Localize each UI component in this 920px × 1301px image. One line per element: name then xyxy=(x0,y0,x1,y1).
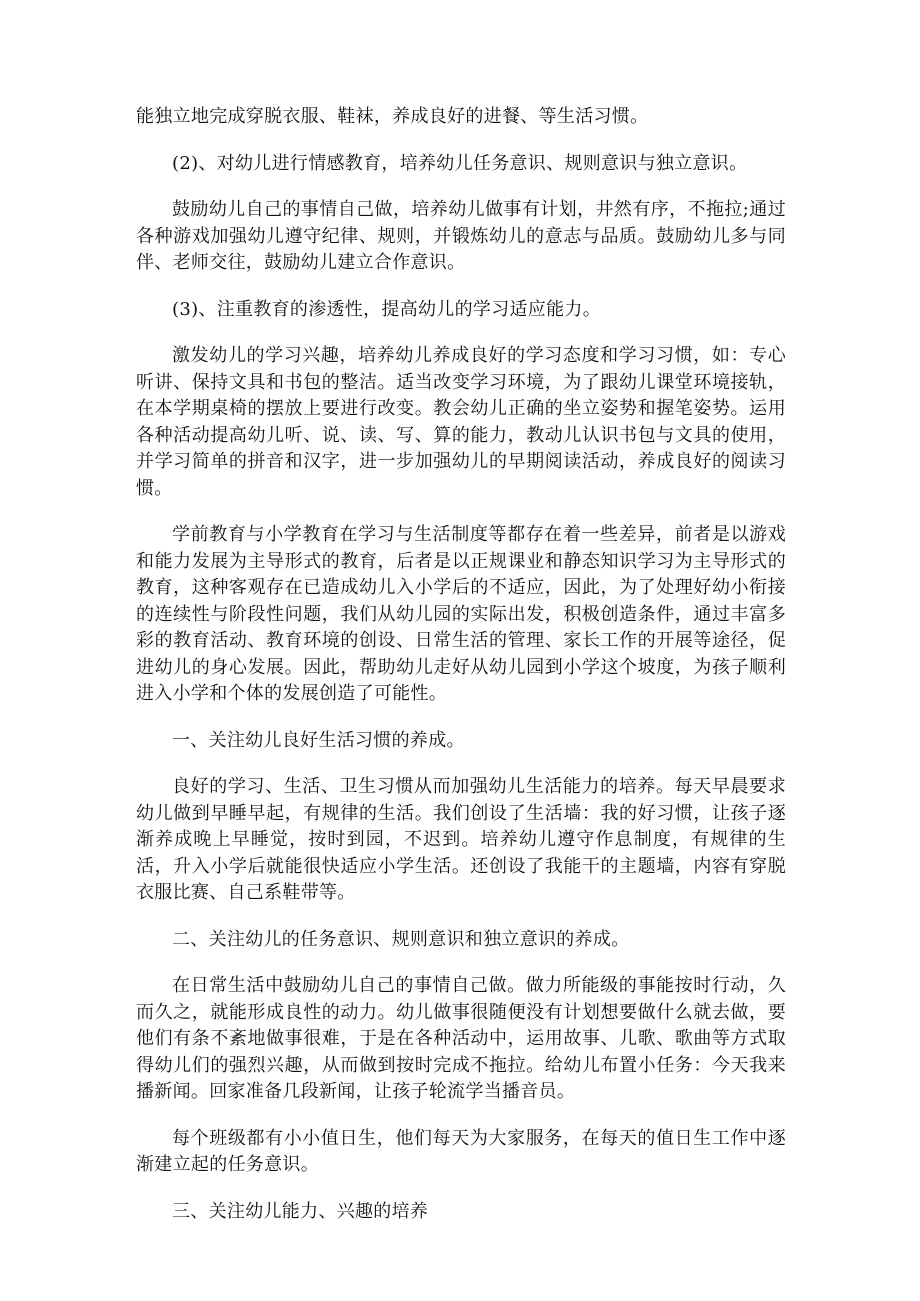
heading-section-three: 三、关注幼儿能力、兴趣的培养 xyxy=(172,1200,429,1222)
paragraph-continuation: 能独立地完成穿脱衣服、鞋袜，养成良好的进餐、等生活习惯。 xyxy=(136,106,649,127)
heading-section-one: 一、关注幼儿良好生活习惯的养成。 xyxy=(172,729,465,751)
paragraph-learning-interest: 激发幼儿的学习兴趣，培养幼儿养成良好的学习态度和学习习惯，如：专心听讲、保持文具和书包的整洁。适当改变学习环境，为了跟幼儿课堂环境接轨，在本学期桌椅的摆放上要进行改变。教会幼儿正确的坐立姿势和握笔姿势。运用各种活动提高幼儿听、说、读、写、算的能力，教动儿认识书包与文具的使用，并学习简单的拼音和汉字，进一步加强幼儿的早期阅读活动，养成良好的阅读习惯。 xyxy=(136,345,786,499)
document-page xyxy=(136,104,786,1245)
paragraph-good-habits: 良好的学习、生活、卫生习惯从而加强幼儿生活能力的培养。每天早晨要求幼儿做到早睡早起，有规律的生活。我们创设了生活墙：我的好习惯，让孩子逐渐养成晚上早睡觉，按时到园，不迟到。培养幼儿遵守作息制度，有规律的生活，升入小学后就能很快适应小学生活。还创设了我能干的主题墙，内容有穿脱衣服比赛、自己系鞋带等。 xyxy=(136,776,786,903)
heading-section-two: 二、关注幼儿的任务意识、规则意识和独立意识的养成。 xyxy=(172,928,630,950)
paragraph-duty-students: 每个班级都有小小值日生，他们每天为大家服务，在每天的值日生工作中逐渐建立起的任务意识。 xyxy=(136,1127,786,1175)
paragraph-daily-life: 在日常生活中鼓励幼儿自己的事情自己做。做力所能级的事能按时行动，久而久之，就能形成良性的动力。幼儿做事很随便没有计划想要做什么就去做，要他们有条不紊地做事很难，于是在各种活动中，运用故事、儿歌、歌曲等方式取得幼儿们的强烈兴趣，从而做到按时完成不拖拉。给幼儿布置小任务：今天我来播新闻。回家准备几段新闻，让孩子轮流学当播音员。 xyxy=(136,975,786,1102)
paragraph-encourage-self-reliance: 鼓励幼儿自己的事情自己做，培养幼儿做事有计划，井然有序，不拖拉;通过各种游戏加强幼儿遵守纪律、规则，并锻炼幼儿的意志与品质。鼓励幼儿多与同伴、老师交往，鼓励幼儿建立合作意识。 xyxy=(136,199,786,273)
subheading-emotional-education: (2)、对幼儿进行情感教育，培养幼儿任务意识、规则意识与独立意识。 xyxy=(172,152,748,174)
subheading-learning-adaptation: (3)、注重教育的渗透性，提高幼儿的学习适应能力。 xyxy=(172,298,601,320)
paragraph-preschool-vs-primary: 学前教育与小学教育在学习与生活制度等都存在着一些差异，前者是以游戏和能力发展为主导形式的教育，后者是以正规课业和静态知识学习为主导形式的教育，这种客观存在已造成幼儿入小学后的不适应，因此，为了处理好幼小衔接的连续性与阶段性问题，我们从幼儿园的实际出发，积极创造条件，通过丰富多彩的教育活动、教育环境的创设、日常生活的管理、家长工作的开展等途径，促进幼儿的身心发展。因此，帮助幼儿走好从幼儿园到小学这个坡度，为孩子顺利进入小学和个体的发展创造了可能性。 xyxy=(136,524,786,704)
